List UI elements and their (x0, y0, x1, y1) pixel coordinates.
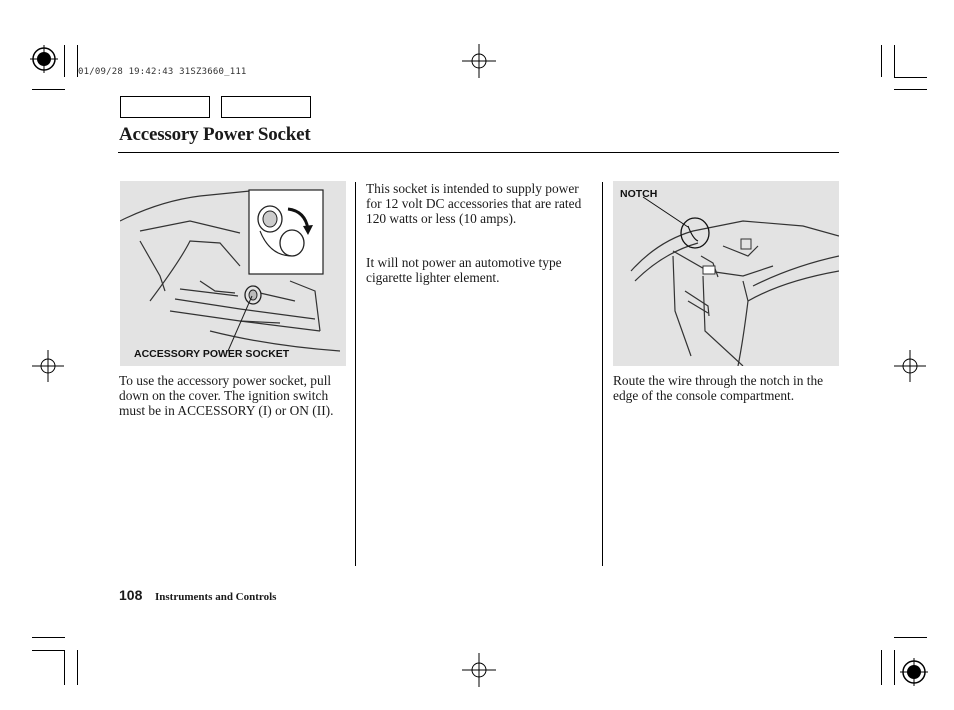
console-notch-illustration (613, 181, 839, 366)
accessory-socket-illustration (120, 181, 346, 366)
section-name: Instruments and Controls (155, 591, 277, 603)
left-column-paragraph: To use the accessory power socket, pull down on the cover. The ignition switch must be in ACCESSORY (I) or ON (II). (119, 373, 334, 418)
center-crosshair-left-icon (32, 350, 64, 382)
middle-column-paragraph-2: It will not power an automotive type cigarette lighter element. (366, 255, 562, 285)
page-title: Accessory Power Socket (119, 124, 311, 145)
center-crosshair-right-icon (894, 350, 926, 382)
page-number: 108 (119, 587, 143, 603)
title-divider (118, 152, 839, 153)
column-divider-right (602, 182, 603, 566)
nav-button-main-menu[interactable] (120, 96, 210, 118)
registration-target-icon (900, 658, 928, 686)
center-crosshair-bottom-icon (462, 653, 496, 687)
figure-caption-accessory-socket: ACCESSORY POWER SOCKET (134, 348, 290, 360)
registration-target-icon (30, 45, 58, 73)
nav-button-index[interactable] (221, 96, 311, 118)
middle-column-paragraph-1: This socket is intended to supply power for 12 volt DC accessories that are rated 120 watts or less (10 amps). (366, 181, 582, 226)
center-crosshair-top-icon (462, 44, 496, 78)
right-column-paragraph: Route the wire through the notch in the edge of the console compartment. (613, 373, 824, 403)
column-divider-left (355, 182, 356, 566)
figure-label-notch: NOTCH (620, 188, 658, 200)
print-stamp: 01/09/28 19:42:43 31SZ3660_111 (78, 67, 247, 77)
